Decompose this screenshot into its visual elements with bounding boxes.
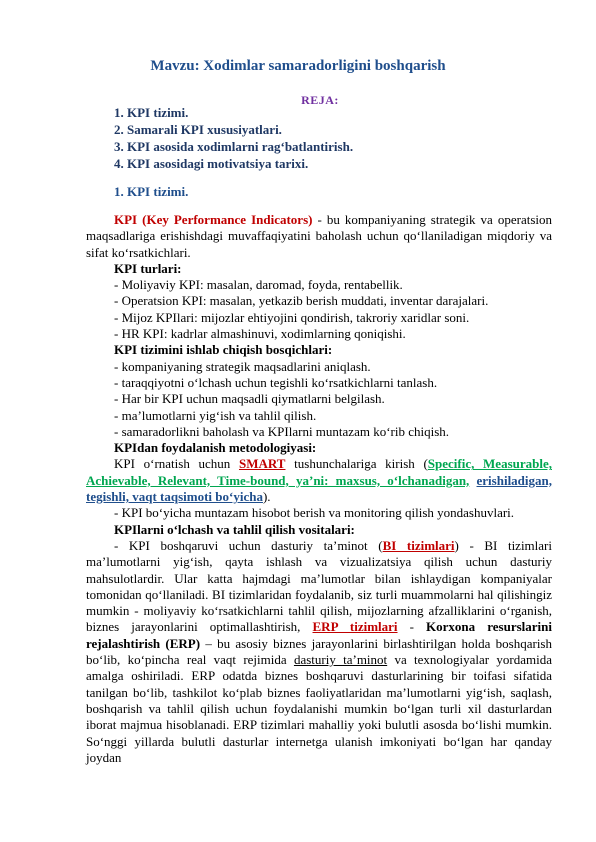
document-title: Mavzu: Xodimlar samaradorligini boshqarish (150, 58, 446, 74)
software-link[interactable]: dasturiy ta’minot (293, 652, 388, 668)
erp-dash: - (397, 619, 427, 635)
list-item: - kompaniyaning strategik maqsadlarini aniqlash. (114, 358, 371, 374)
intro-paragraph (86, 212, 552, 261)
method-heading: KPIdan foydalanish metodologiyasi: (114, 440, 317, 456)
list-item: - Moliyaviy KPI: masalan, daromad, foyda, rentabellik. (114, 277, 403, 293)
document-body (86, 212, 552, 766)
smart-word: SMART (238, 456, 286, 472)
erp-link[interactable]: ERP tizimlari (312, 619, 398, 635)
list-item: - Operatsion KPI: masalan, yetkazib berish muddati, inventar darajalari. (114, 293, 489, 309)
plan-item: 2. Samarali KPI xususiyatlari. (114, 122, 282, 137)
list-item: - Har bir KPI uchun maqsadli qiymatlarni belgilash. (114, 391, 385, 407)
tools-heading: KPIlarni o‘lchash va tahlil qilish vositalari: (114, 521, 355, 537)
erp-term: Korxona resurslarini rejalashtirish (ERP) (86, 619, 552, 651)
plan-item: 3. KPI asosida xodimlarni rag‘batlantirish. (114, 139, 354, 154)
smart-expansion: Specific, Measurable, Achievable, Relevant, Time-bound, ya’ni: maxsus, o‘lchanadigan, (86, 456, 552, 488)
kpi-term: KPI (Key Performance Indicators) (114, 212, 313, 227)
erp-tail: va texnologiyalar yordamida amalga oshiriladi. ERP odatda biznes boshqaruvi dasturlarining bir toifasi sifatida tanilgan bo‘lib, tashkilot ko‘plab biznes faoliyatlaridan ma’lumotlarni yig‘ish, saqlash, boshqarish va tahlil qilish uchun foydalanishi mumkin bo‘lgan turli xil dasturlardan iborat majmua hisoblanadi. ERP tizimlari mahalliy yoki bulutli asosda bo‘lishi mumkin. So‘nggi yillarda bulutli dasturlar internetga ulanish imkoniyati bo‘lgan har qanday joydan (86, 652, 553, 765)
bi-text: ) - BI tizimlari ma’lumotlarni yig‘ish, qayta ishlash va vizualizatsiya qilish uchun dasturiy mahsulotlardir. Ular katta hajmdagi ma’lumotlar bilan ishlaydigan kompaniyalar tomonidan qo‘llaniladi. BI tizimlaridan foydalanib, siz turli muammolarni hal qilishingiz mumkin - moliyaviy ko‘rsatkichlarni tahlil qilish, mijozlarning afzalliklarini o‘rganish, biznes jarayonlarini optimallashtirish, (86, 537, 552, 635)
bi-link[interactable]: BI tizimlari (382, 537, 455, 553)
list-item: - Mijoz KPIlari: mijozlar ehtiyojini qondirish, takroriy xaridlar soni. (114, 309, 470, 325)
plan-item: 4. KPI asosidagi motivatsiya tarixi. (114, 156, 309, 171)
plan-heading: REJA: (301, 93, 339, 107)
list-item: - taraqqiyotni o‘lchash uchun tegishli ko‘rsatkichlarni tanlash. (114, 374, 438, 390)
bi-paragraph (86, 538, 552, 766)
stages-heading: KPI tizimini ishlab chiqish bosqichlari: (114, 342, 333, 358)
list-item: - HR KPI: kadrlar almashinuvi, xodimlarning qoniqishi. (114, 326, 406, 342)
list-item: - samaradorlikni baholash va KPIlarni muntazam ko‘rib chiqish. (114, 423, 450, 439)
erp-text: – bu asosiy biznes jarayonlarini birlashtirilgan holda boshqarish bo‘lib, ko‘pincha real vaqt rejimida (86, 635, 552, 668)
plan-item: 1. KPI tizimi. (114, 105, 189, 120)
bi-pre: - KPI boshqaruvi uchun dasturiy ta’minot ( (114, 537, 383, 553)
section-heading: 1. KPI tizimi. (114, 184, 189, 199)
smart-pre: KPI o‘rnatish uchun (114, 456, 239, 472)
plan-list (114, 104, 353, 172)
types-heading: KPI turlari: (114, 260, 182, 276)
list-item: - ma’lumotlarni yig‘ish va tahlil qilish. (114, 407, 317, 423)
monitoring-item: - KPI bo‘yicha muntazam hisobot berish va monitoring qilish yondashuvlari. (114, 505, 515, 521)
smart-paragraph (86, 456, 552, 505)
intro-text: - bu kompaniyaning strategik va operatsion maqsadlariga erishishdagi muvaffaqiyatini baholash uchun qo‘llaniladigan miqdoriy va sifat ko‘rsatkichlari. (86, 212, 553, 260)
smart-mid: tushunchalariga kirish ( (285, 456, 428, 472)
smart-post: ). (262, 489, 271, 505)
smart-expansion-2: erishiladigan, tegishli, vaqt taqsimoti bo‘yicha (86, 472, 553, 505)
